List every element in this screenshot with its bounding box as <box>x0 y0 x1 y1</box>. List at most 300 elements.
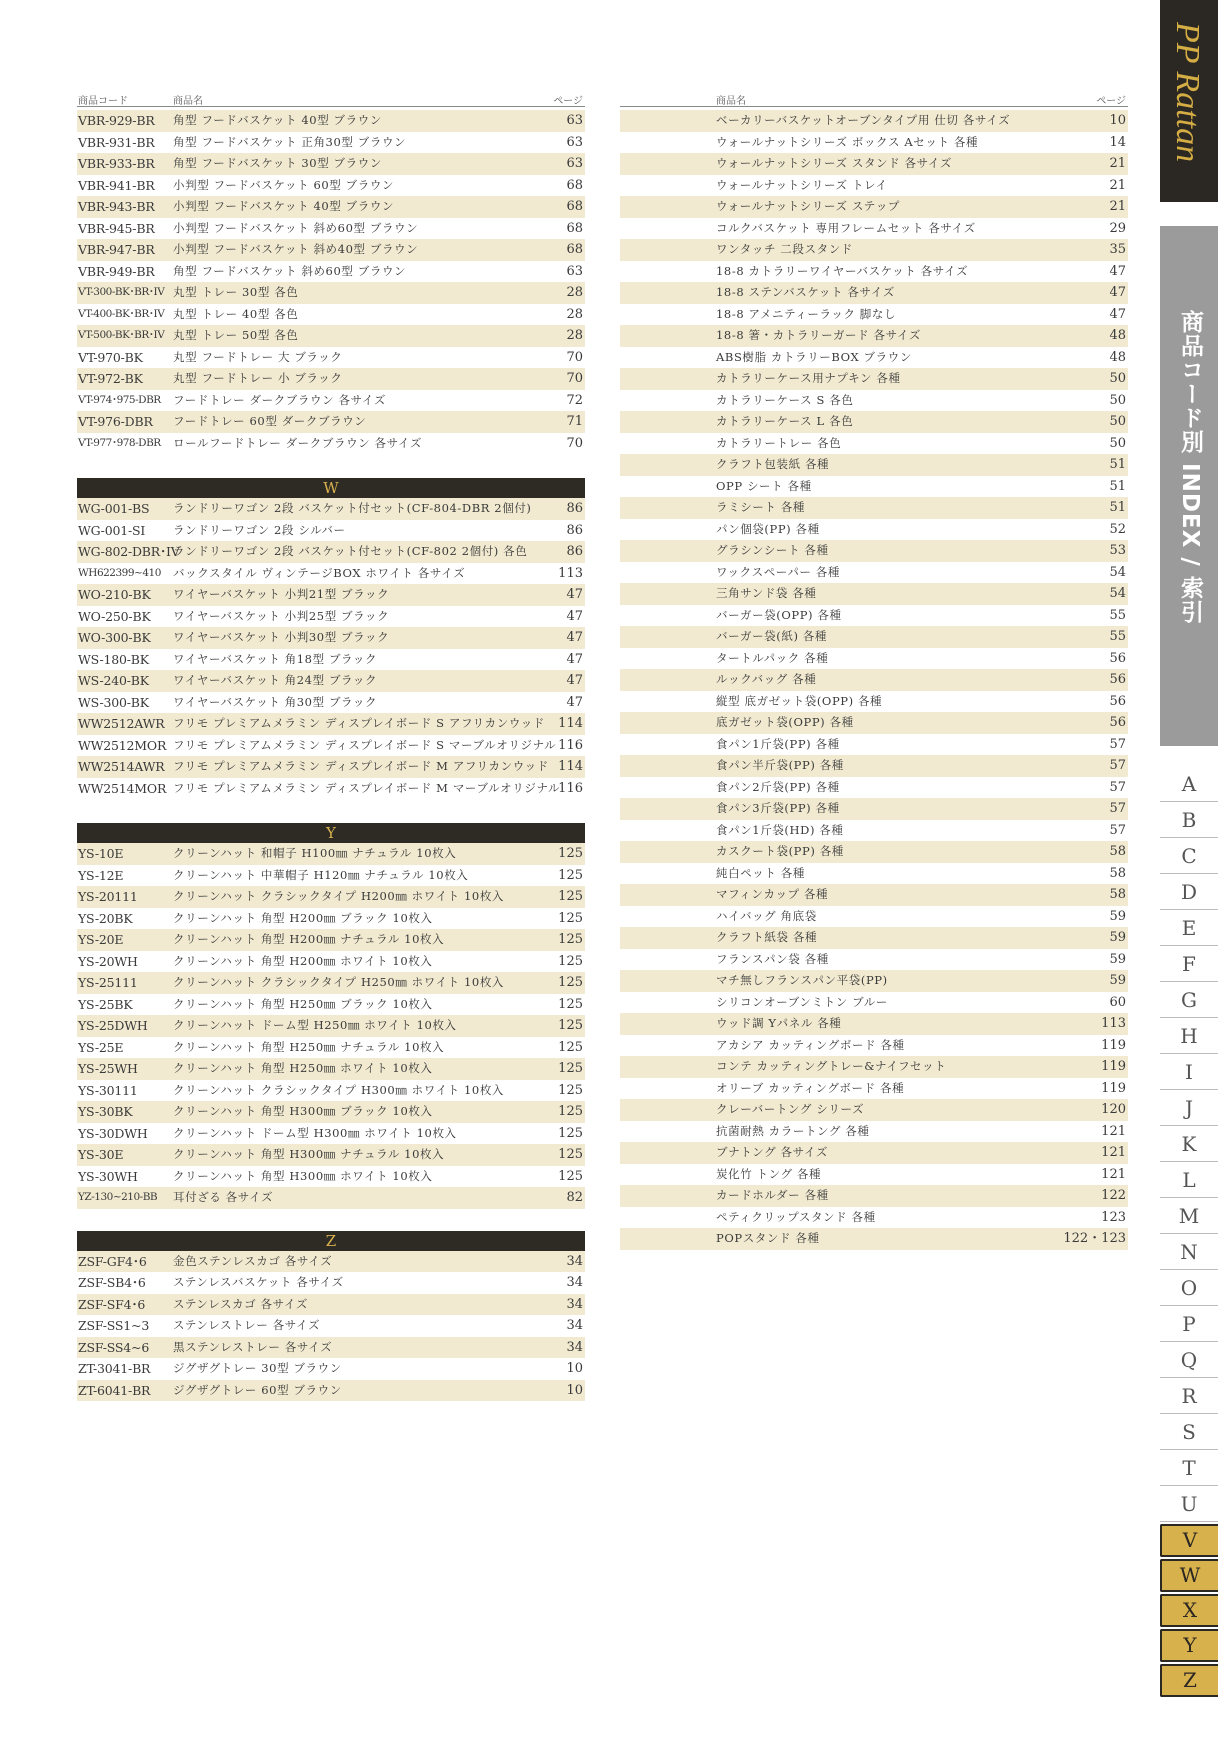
product-name: 小判型 フードバスケット 60型 ブラウン <box>173 177 395 192</box>
section-spacer <box>77 799 585 823</box>
page-number: 29 <box>1109 220 1126 236</box>
product-code: YS-25111 <box>78 975 138 990</box>
page-number: 70 <box>566 435 583 451</box>
page-number: 125 <box>558 1104 583 1119</box>
page-number: 50 <box>1109 371 1126 386</box>
product-code: VT-300-BK･BR･IV <box>78 286 165 298</box>
index-tab-h[interactable]: H <box>1160 1020 1218 1054</box>
index-tab-o[interactable]: O <box>1160 1272 1218 1306</box>
product-name: 食パン半斤袋(PP) 各種 <box>716 758 844 772</box>
table-row <box>620 1185 1128 1207</box>
product-code: VT-970-BK <box>78 349 143 365</box>
product-name: クリーンハット 和帽子 H100㎜ ナチュラル 10枚入 <box>173 846 457 860</box>
page-number: 59 <box>1109 951 1126 967</box>
product-code: YS-12E <box>78 867 124 883</box>
product-name: グラシンシート 各種 <box>716 543 829 557</box>
table-row <box>620 433 1128 455</box>
product-code: WS-240-BK <box>78 673 149 688</box>
product-name: 食パン1斤袋(PP) 各種 <box>716 736 840 751</box>
table-row <box>77 282 585 304</box>
product-name: クリーンハット クラシックタイプ H250㎜ ホワイト 10枚入 <box>173 975 505 989</box>
index-tab-i[interactable]: I <box>1160 1056 1218 1090</box>
page-number: 50 <box>1109 392 1126 408</box>
product-code: WG-001-BS <box>78 501 150 516</box>
page-number: 125 <box>558 1147 583 1162</box>
page-number: 59 <box>1109 930 1126 945</box>
page-number: 125 <box>558 910 583 926</box>
page-number: 63 <box>566 113 583 128</box>
page-number: 119 <box>1101 1080 1126 1096</box>
product-name: ワイヤーバスケット 角24型 ブラック <box>173 673 378 687</box>
product-code: YS-20WH <box>78 953 138 969</box>
product-code: VBR-943-BR <box>78 199 155 214</box>
product-name: クリーンハット 角型 H200㎜ ナチュラル 10枚入 <box>173 932 445 946</box>
index-tab-b[interactable]: B <box>1160 804 1218 838</box>
product-name: 純白ペット 各種 <box>716 865 805 880</box>
product-code: YS-30E <box>78 1147 124 1162</box>
table-row <box>620 368 1128 390</box>
product-name: クリーンハット 角型 H250㎜ ホワイト 10枚入 <box>173 1061 433 1075</box>
page-number: 59 <box>1109 908 1126 924</box>
index-tab-g[interactable]: G <box>1160 984 1218 1018</box>
table-row <box>620 1056 1128 1078</box>
table-row <box>77 670 585 692</box>
product-code: ZSF-SB4･6 <box>78 1275 146 1290</box>
section-header-y: Y <box>77 823 585 843</box>
page-number: 122 <box>1101 1188 1126 1203</box>
page-number: 56 <box>1109 693 1126 709</box>
product-code: VBR-947-BR <box>78 242 155 257</box>
product-code: ZSF-GF4･6 <box>78 1253 147 1269</box>
table-row <box>77 1315 585 1337</box>
page-number: 125 <box>558 1168 583 1184</box>
product-name: バーガー袋(紙) 各種 <box>716 629 827 643</box>
page-number: 116 <box>558 737 583 753</box>
table-row <box>620 798 1128 820</box>
product-name: クリーンハット 角型 H250㎜ ナチュラル 10枚入 <box>173 1039 445 1054</box>
page-number: 125 <box>558 846 583 861</box>
index-tab-n[interactable]: N <box>1160 1236 1218 1270</box>
index-tab-l[interactable]: L <box>1160 1164 1218 1198</box>
product-code: VT-977･978-DBR <box>78 436 161 449</box>
product-name: マチ無しフランスパン平袋(PP) <box>716 973 888 987</box>
brand-logo <box>1160 0 1218 202</box>
header-name: 商品名 <box>716 96 746 107</box>
page-number: 21 <box>1109 156 1126 171</box>
page-number: 125 <box>558 975 583 990</box>
section-spacer <box>77 1209 585 1231</box>
table-row <box>620 884 1128 906</box>
page-number: 10 <box>566 1382 583 1398</box>
page-number: 68 <box>566 242 583 257</box>
product-name: クラフト包装紙 各種 <box>716 457 830 471</box>
index-tab-v[interactable]: V <box>1160 1524 1218 1557</box>
page-number: 116 <box>558 780 583 796</box>
product-name: ワイヤーバスケット 角30型 ブラック <box>173 694 378 709</box>
index-tab-x[interactable]: X <box>1160 1594 1218 1627</box>
index-tab-q[interactable]: Q <box>1160 1344 1218 1378</box>
table-row <box>77 951 585 973</box>
product-name: 耳付ざる 各サイズ <box>173 1190 274 1204</box>
product-name: 小判型 フードバスケット 斜め60型 ブラウン <box>173 220 419 235</box>
index-tab-r[interactable]: R <box>1160 1380 1218 1414</box>
table-row <box>620 820 1128 842</box>
header-page: ページ <box>553 96 583 107</box>
product-code: YS-25E <box>78 1039 124 1055</box>
product-code: YS-25BK <box>78 996 133 1012</box>
table-row <box>77 584 585 606</box>
index-tab-a[interactable]: A <box>1160 768 1218 802</box>
table-row <box>77 563 585 585</box>
product-name: ランドリーワゴン 2段 シルバー <box>173 522 346 537</box>
index-title: 商品コード別 INDEX / 索引 <box>1177 310 1203 624</box>
index-tab-t[interactable]: T <box>1160 1452 1218 1486</box>
product-name: 縦型 底ガゼット袋(OPP) 各種 <box>716 693 883 708</box>
page-number: 125 <box>558 889 583 904</box>
page-number: 114 <box>558 716 583 731</box>
table-row <box>77 390 585 412</box>
table-row <box>77 153 585 175</box>
product-code: YS-25WH <box>78 1061 138 1076</box>
product-code: YS-20E <box>78 932 124 947</box>
product-code: ZT-3041-BR <box>78 1361 151 1376</box>
product-code: WG-802-DBR･IV <box>78 544 180 559</box>
page-number: 125 <box>558 1125 583 1141</box>
page-number: 55 <box>1109 629 1126 644</box>
table-row <box>77 1144 585 1166</box>
table-row <box>77 1272 585 1294</box>
table-row <box>77 433 585 455</box>
product-name: クリーンハット クラシックタイプ H300㎜ ホワイト 10枚入 <box>173 1082 505 1097</box>
product-name: 小判型 フードバスケット 斜め40型 ブラウン <box>173 242 419 256</box>
page-number: 63 <box>566 134 583 150</box>
page-number: 57 <box>1109 736 1126 752</box>
table-row <box>620 282 1128 304</box>
table-row <box>620 304 1128 326</box>
product-name: タートルパック 各種 <box>716 650 829 665</box>
index-tab-y[interactable]: Y <box>1160 1629 1218 1662</box>
product-name: クレーバートング シリーズ <box>716 1102 865 1116</box>
table-row <box>77 261 585 283</box>
table-row <box>620 1078 1128 1100</box>
table-row <box>77 994 585 1016</box>
alphabet-index-tabs <box>1160 768 1218 1699</box>
table-row <box>77 368 585 390</box>
table-row <box>620 863 1128 885</box>
page-number: 54 <box>1109 564 1126 580</box>
table-row <box>620 347 1128 369</box>
page-number: 113 <box>558 565 583 581</box>
product-name: 金色ステンレスカゴ 各サイズ <box>173 1253 333 1268</box>
index-tab-s[interactable]: S <box>1160 1416 1218 1450</box>
page-number: 35 <box>1109 242 1126 257</box>
product-name: カスクート袋(PP) 各種 <box>716 844 844 858</box>
page-number: 47 <box>566 630 583 645</box>
product-name: ウォールナットシリーズ ボックス Aセット 各種 <box>716 134 979 149</box>
product-name: フリモ プレミアムメラミン ディスプレイボード S マーブルオリジナル <box>173 737 557 752</box>
product-name: 食パン3斤袋(PP) 各種 <box>716 801 840 815</box>
table-row <box>77 196 585 218</box>
page-number: 125 <box>558 932 583 947</box>
page-number: 113 <box>1101 1016 1126 1031</box>
index-tab-e[interactable]: E <box>1160 912 1218 946</box>
page-number: 51 <box>1109 457 1126 472</box>
index-tab-p[interactable]: P <box>1160 1308 1218 1342</box>
table-row <box>620 411 1128 433</box>
product-code: WS-180-BK <box>78 651 149 667</box>
product-name: 角型 フードバスケット 30型 ブラウン <box>173 156 382 170</box>
table-row <box>77 865 585 887</box>
table-row <box>620 927 1128 949</box>
table-row <box>77 1101 585 1123</box>
page-number: 58 <box>1109 887 1126 902</box>
page-number: 57 <box>1109 758 1126 773</box>
product-name: 丸型 トレー 40型 各色 <box>173 306 299 321</box>
table-row <box>77 239 585 261</box>
page-number: 72 <box>566 392 583 408</box>
product-code: VT-974･975-DBR <box>78 393 161 406</box>
product-code: WO-300-BK <box>78 630 151 645</box>
product-code: ZT-6041-BR <box>78 1382 151 1398</box>
header-name: 商品名 <box>173 96 203 107</box>
table-row <box>620 734 1128 756</box>
index-title-band <box>1160 226 1218 746</box>
page-number: 28 <box>566 328 583 343</box>
table-row <box>620 669 1128 691</box>
index-tab-d[interactable]: D <box>1160 876 1218 910</box>
table-row <box>620 755 1128 777</box>
product-name: クリーンハット 角型 H300㎜ ホワイト 10枚入 <box>173 1168 433 1183</box>
table-row <box>77 1358 585 1380</box>
page-number: 47 <box>1109 306 1126 322</box>
table-row <box>77 735 585 757</box>
product-name: ワイヤーバスケット 小判30型 ブラック <box>173 630 390 644</box>
page-number: 52 <box>1109 521 1126 537</box>
product-name: ハイバッグ 角底袋 <box>716 908 817 923</box>
product-name: ブナトング 各サイズ <box>716 1145 829 1159</box>
product-code: WO-250-BK <box>78 608 151 624</box>
page-number: 34 <box>566 1253 583 1269</box>
table-row <box>620 1164 1128 1186</box>
page-number: 60 <box>1109 994 1126 1010</box>
product-code: WW2512AWR <box>78 716 165 731</box>
product-code: WS-300-BK <box>78 694 149 710</box>
product-name: フードトレー 60型 ダークブラウン <box>173 414 367 428</box>
product-code: ZSF-SS4~6 <box>78 1339 150 1355</box>
table-row <box>620 691 1128 713</box>
product-name: ジグザグトレー 60型 ブラウン <box>173 1382 342 1397</box>
product-name: コルクバスケット 専用フレームセット 各サイズ <box>716 220 976 235</box>
page-number: 125 <box>558 1018 583 1033</box>
page-number: 53 <box>1109 543 1126 558</box>
product-code: YS-30WH <box>78 1168 138 1184</box>
table-row <box>77 886 585 908</box>
table-row <box>77 627 585 649</box>
product-name: ランドリーワゴン 2段 バスケット付セット(CF-802 2個付) 各色 <box>173 544 528 558</box>
table-row <box>77 1037 585 1059</box>
product-name: 18-8 アメニティーラック 脚なし <box>716 306 897 321</box>
product-code: VT-972-BK <box>78 371 143 386</box>
page-number: 125 <box>558 953 583 969</box>
page-number: 58 <box>1109 865 1126 881</box>
page-number: 47 <box>566 651 583 667</box>
index-tab-k[interactable]: K <box>1160 1128 1218 1162</box>
page-number: 34 <box>566 1275 583 1290</box>
page-number: 56 <box>1109 672 1126 687</box>
table-row <box>620 153 1128 175</box>
product-name: 黒ステンレストレー 各サイズ <box>173 1339 333 1354</box>
left-table-header <box>77 88 585 107</box>
table-row <box>620 540 1128 562</box>
product-name: クリーンハット 角型 H250㎜ ブラック 10枚入 <box>173 996 433 1011</box>
index-tab-j[interactable]: J <box>1160 1092 1218 1126</box>
page-number: 58 <box>1109 844 1126 859</box>
product-name: ベーカリーバスケットオーブンタイプ用 仕切 各サイズ <box>716 113 1011 127</box>
page-number: 125 <box>558 1082 583 1098</box>
page-number: 55 <box>1109 607 1126 623</box>
table-row <box>77 218 585 240</box>
product-name: ルックバッグ 各種 <box>716 672 817 686</box>
product-code: VT-400-BK･BR･IV <box>78 307 165 320</box>
product-name: ステンレストレー 各サイズ <box>173 1318 321 1332</box>
page-number: 57 <box>1109 801 1126 816</box>
page-number: 47 <box>566 673 583 688</box>
product-name: フリモ プレミアムメラミン ディスプレイボード M マーブルオリジナル <box>173 780 561 795</box>
product-name: ワンタッチ 二段スタンド <box>716 242 853 256</box>
product-code: WW2514AWR <box>78 759 165 774</box>
product-name: シリコンオーブンミトン ブルー <box>716 994 888 1009</box>
product-code: VBR-929-BR <box>78 113 155 128</box>
product-name: ロールフードトレー ダークブラウン 各サイズ <box>173 435 423 450</box>
table-row <box>77 175 585 197</box>
table-row <box>620 1207 1128 1229</box>
page-number: 51 <box>1109 500 1126 515</box>
page-number: 21 <box>1109 177 1126 193</box>
page-number: 54 <box>1109 586 1126 601</box>
table-row <box>620 261 1128 283</box>
table-row <box>620 906 1128 928</box>
table-row <box>620 454 1128 476</box>
product-name: ラミシート 各種 <box>716 500 805 514</box>
product-code: YS-20BK <box>78 910 133 926</box>
section-header-z: Z <box>77 1231 585 1251</box>
product-name: 抗菌耐熱 カラートング 各種 <box>716 1123 870 1138</box>
page-number: 47 <box>566 587 583 602</box>
product-name: 小判型 フードバスケット 40型 ブラウン <box>173 199 395 213</box>
page-number: 125 <box>558 1039 583 1055</box>
page-number: 125 <box>558 1061 583 1076</box>
page-number: 34 <box>566 1318 583 1333</box>
product-name: 三角サンド袋 各種 <box>716 586 817 600</box>
product-code: YS-10E <box>78 846 124 861</box>
table-row <box>620 218 1128 240</box>
index-tab-f[interactable]: F <box>1160 948 1218 982</box>
table-row <box>620 325 1128 347</box>
right-index-column <box>620 88 1128 1250</box>
table-row <box>77 110 585 132</box>
product-name: マフィンカップ 各種 <box>716 887 829 901</box>
table-row <box>77 1251 585 1273</box>
index-tab-w[interactable]: W <box>1160 1559 1218 1592</box>
product-name: カトラリーケース S 各色 <box>716 392 854 407</box>
product-name: OPP シート 各種 <box>716 478 812 493</box>
product-name: バーガー袋(OPP) 各種 <box>716 607 842 622</box>
table-row <box>620 1142 1128 1164</box>
product-name: ステンレスバスケット 各サイズ <box>173 1275 344 1289</box>
page-number: 114 <box>558 759 583 774</box>
page-number: 68 <box>566 220 583 236</box>
page-number: 121 <box>1101 1145 1126 1160</box>
product-name: アカシア カッティングボード 各種 <box>716 1037 905 1052</box>
page-number: 56 <box>1109 650 1126 666</box>
page-number: 59 <box>1109 973 1126 988</box>
table-row <box>77 1080 585 1102</box>
index-tab-m[interactable]: M <box>1160 1200 1218 1234</box>
right-table-body <box>620 110 1128 1250</box>
product-name: カードホルダー 各種 <box>716 1188 829 1202</box>
page-number: 86 <box>566 501 583 516</box>
product-name: 丸型 フードトレー 小 ブラック <box>173 371 343 385</box>
page-number: 125 <box>558 867 583 883</box>
table-row <box>77 304 585 326</box>
product-name: ジグザグトレー 30型 ブラウン <box>173 1361 342 1375</box>
table-row <box>620 476 1128 498</box>
product-name: ランドリーワゴン 2段 バスケット付セット(CF-804-DBR 2個付) <box>173 501 532 515</box>
section-spacer <box>77 454 585 478</box>
page-number: 86 <box>566 544 583 559</box>
table-row <box>620 605 1128 627</box>
table-row <box>77 411 585 433</box>
table-row <box>620 712 1128 734</box>
page-number: 121 <box>1101 1166 1126 1182</box>
product-name: 食パン1斤袋(HD) 各種 <box>716 822 844 837</box>
product-code: YS-25DWH <box>78 1018 148 1033</box>
product-name: フードトレー ダークブラウン 各サイズ <box>173 392 386 407</box>
index-tab-c[interactable]: C <box>1160 840 1218 874</box>
table-row <box>620 1013 1128 1035</box>
page-number: 125 <box>558 996 583 1012</box>
page-number: 57 <box>1109 822 1126 838</box>
product-name: 角型 フードバスケット 斜め60型 ブラウン <box>173 263 407 278</box>
table-row <box>77 541 585 563</box>
product-code: VT-976-DBR <box>78 414 153 429</box>
table-row <box>77 520 585 542</box>
index-tab-z[interactable]: Z <box>1160 1664 1218 1697</box>
table-row <box>77 972 585 994</box>
product-code: YZ-130~210-BB <box>78 1191 158 1203</box>
page-number: 51 <box>1109 478 1126 494</box>
index-tab-u[interactable]: U <box>1160 1488 1218 1522</box>
page-number: 47 <box>566 694 583 710</box>
product-name: コンテ カッティングトレー&ナイフセット <box>716 1059 947 1073</box>
table-row <box>620 970 1128 992</box>
table-row <box>620 992 1128 1014</box>
table-row <box>77 713 585 735</box>
table-row <box>620 390 1128 412</box>
table-row <box>620 519 1128 541</box>
product-name: 丸型 フードトレー 大 ブラック <box>173 349 343 364</box>
page-number: 122・123 <box>1063 1231 1126 1246</box>
page-number: 63 <box>566 156 583 171</box>
product-name: 食パン2斤袋(PP) 各種 <box>716 779 840 794</box>
page-number: 28 <box>566 285 583 300</box>
product-name: 丸型 トレー 50型 各色 <box>173 328 299 342</box>
page-number: 121 <box>1101 1123 1126 1139</box>
header-page: ページ <box>1096 96 1126 107</box>
product-code: YS-20111 <box>78 889 138 904</box>
page-number: 123 <box>1101 1209 1126 1225</box>
page-number: 47 <box>1109 263 1126 279</box>
